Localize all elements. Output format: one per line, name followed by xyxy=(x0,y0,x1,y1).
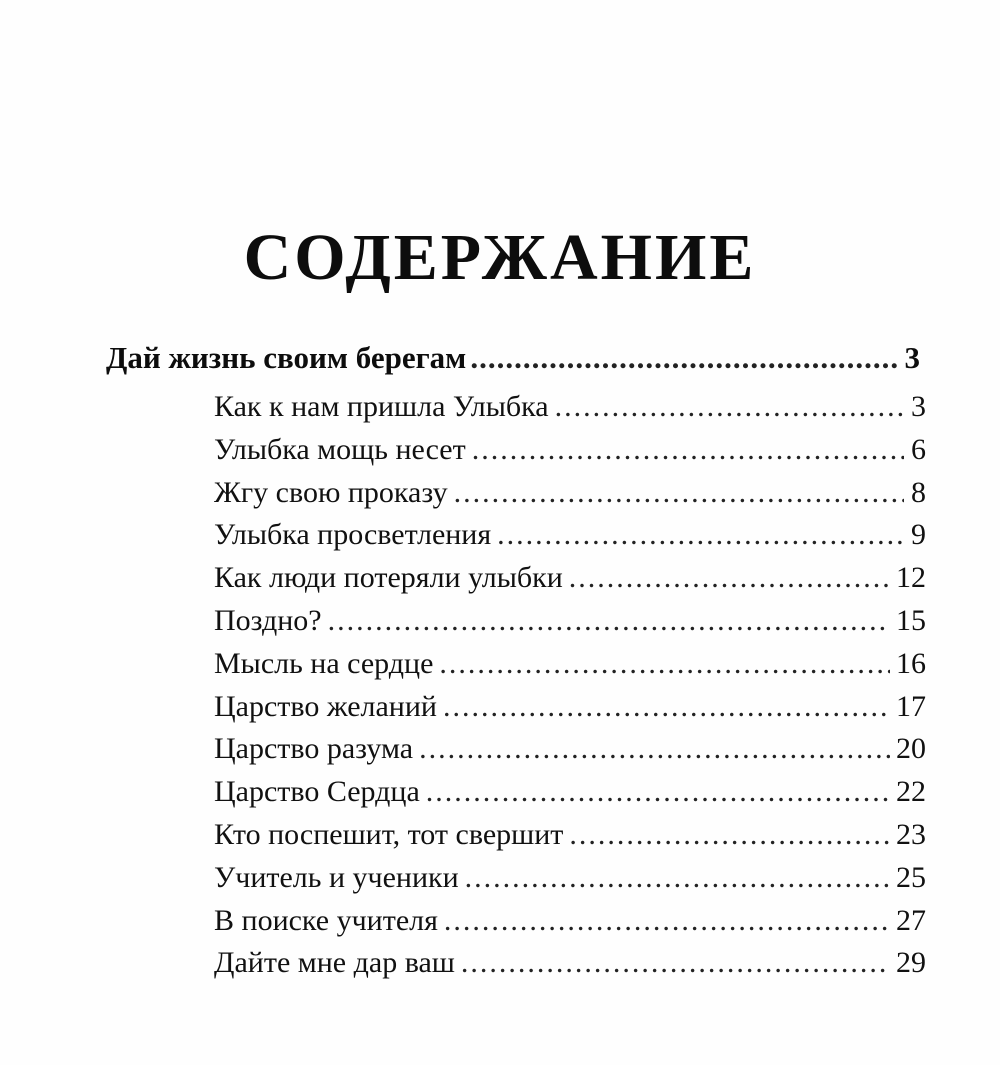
toc-entry-page: 6 xyxy=(911,432,926,466)
toc-entry-label: Как к нам пришла Улыбка xyxy=(214,390,549,423)
toc-entry-page: 25 xyxy=(896,860,926,894)
toc-entry-label: Мысль на сердце xyxy=(214,646,434,680)
toc-entry xyxy=(214,818,926,861)
toc-part-label: Дай жизнь своим берегам xyxy=(106,340,467,375)
dot-leader xyxy=(569,561,890,595)
dot-leader xyxy=(461,946,890,980)
toc-entry xyxy=(214,433,926,476)
toc-entry-page: 3 xyxy=(911,390,926,423)
toc-entry xyxy=(214,690,926,733)
dot-leader xyxy=(443,690,890,724)
toc-entry xyxy=(214,518,926,561)
toc-entry-page: 15 xyxy=(896,603,926,637)
toc-entry xyxy=(214,775,926,818)
toc-entry-page: 29 xyxy=(896,946,926,980)
dot-leader xyxy=(470,340,900,376)
dot-leader xyxy=(419,732,890,766)
page-title: СОДЕРЖАНИЕ xyxy=(243,221,757,294)
toc-entry-label: Царство желаний xyxy=(214,689,437,723)
toc-entry xyxy=(214,732,926,775)
dot-leader xyxy=(569,818,890,852)
toc-entry xyxy=(214,561,926,604)
toc-entry-page: 23 xyxy=(896,817,926,851)
dot-leader xyxy=(497,518,904,552)
toc-part-heading xyxy=(106,340,920,388)
toc-entry-page: 20 xyxy=(896,732,926,766)
dot-leader xyxy=(555,390,904,424)
toc-entry-page: 22 xyxy=(896,775,926,809)
toc-entry-label: Улыбка просветления xyxy=(214,518,492,552)
toc-entries xyxy=(214,390,926,989)
toc-entry-label: В поиске учителя xyxy=(214,903,438,937)
toc-entry-label: Как люди потеряли улыбки xyxy=(214,561,563,595)
toc-entry-page: 12 xyxy=(896,561,926,595)
toc-entry xyxy=(214,476,926,519)
toc-entry-label: Дайте мне дар ваш xyxy=(214,946,455,980)
toc-entry-page: 9 xyxy=(911,518,926,552)
toc-entry-label: Царство Сердца xyxy=(214,775,420,809)
toc-entry-page: 17 xyxy=(896,689,926,723)
toc-entry-page: 27 xyxy=(896,903,926,937)
dot-leader xyxy=(439,647,890,681)
toc-entry xyxy=(214,946,926,989)
dot-leader xyxy=(328,604,890,638)
toc-entry xyxy=(214,904,926,947)
toc-entry-label: Кто поспешит, тот свершит xyxy=(214,817,564,851)
toc-part-page: 3 xyxy=(904,340,920,375)
toc-entry-label: Царство разума xyxy=(214,732,414,766)
dot-leader xyxy=(426,775,890,809)
toc-entry-label: Поздно? xyxy=(214,603,322,637)
dot-leader xyxy=(465,861,890,895)
toc-entry-page: 8 xyxy=(911,475,926,509)
toc-entry-label: Учитель и ученики xyxy=(214,860,459,894)
dot-leader xyxy=(444,904,890,938)
toc-entry xyxy=(214,604,926,647)
toc-entry-label: Улыбка мощь несет xyxy=(214,432,466,466)
dot-leader xyxy=(472,433,904,467)
toc-entry xyxy=(214,647,926,690)
toc-entry-page: 16 xyxy=(896,646,926,680)
dot-leader xyxy=(454,476,904,510)
toc-entry-label: Жгу свою проказу xyxy=(214,475,448,509)
toc-entry xyxy=(214,390,926,433)
toc-entry xyxy=(214,861,926,904)
